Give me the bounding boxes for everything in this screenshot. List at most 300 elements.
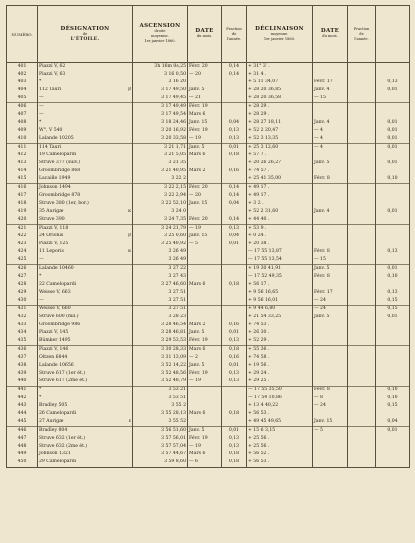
star-letter: β bbox=[128, 233, 131, 239]
cell-fraction-declinaison bbox=[348, 451, 376, 459]
cell-fraction-extra bbox=[376, 354, 410, 362]
cell-ascension: 3 52 48,79 bbox=[133, 378, 188, 386]
cell-declinaison: + 9 44 6,80 bbox=[247, 305, 313, 313]
cell-fraction-declinaison bbox=[348, 175, 376, 183]
cell-fraction-ascension bbox=[222, 79, 247, 87]
cell-designation bbox=[38, 370, 133, 378]
cell-numero: 405 bbox=[7, 95, 38, 103]
cell-designation bbox=[38, 63, 133, 71]
star-name: 11 Leporis bbox=[39, 249, 64, 255]
cell-designation bbox=[38, 208, 133, 216]
cell-fraction-declinaison bbox=[348, 233, 376, 241]
cell-date-ascension: Févr. 19 bbox=[188, 435, 222, 443]
cell-declinaison: + 53 9 . bbox=[247, 224, 313, 232]
cell-fraction-extra: 0,15 bbox=[376, 402, 410, 410]
cell-declinaison: + 49 17 . bbox=[247, 192, 313, 200]
cell-fraction-declinaison bbox=[348, 192, 376, 200]
header-numero: NUMÉRO. bbox=[7, 6, 38, 63]
cell-date-declinaison bbox=[313, 370, 348, 378]
table-row bbox=[7, 289, 410, 297]
cell-date-declinaison: Févr. 17 bbox=[313, 289, 348, 297]
cell-fraction-declinaison bbox=[348, 135, 376, 143]
star-name: * bbox=[39, 273, 42, 279]
cell-date-ascension: Févr. 20 bbox=[188, 63, 222, 71]
cell-ascension: 3 27 51 bbox=[133, 297, 188, 305]
catalog-page bbox=[6, 5, 409, 538]
header-designation: DÉSIGNATION de L'ÉTOILE. bbox=[38, 6, 133, 63]
star-name: Struve 377 (suiv.) bbox=[39, 160, 81, 166]
cell-designation bbox=[38, 175, 133, 183]
cell-declinaison: + 20 26 26,27 bbox=[247, 160, 313, 168]
cell-ascension: 3 28 46,54 bbox=[133, 322, 188, 330]
cell-declinaison: + 25 56 . bbox=[247, 443, 313, 451]
cell-date-declinaison bbox=[313, 410, 348, 418]
cell-fraction-declinaison bbox=[348, 443, 376, 451]
cell-date-declinaison: — 24 bbox=[313, 305, 348, 313]
cell-fraction-declinaison bbox=[348, 200, 376, 208]
cell-fraction-declinaison bbox=[348, 119, 376, 127]
cell-fraction-extra: 0,04 bbox=[376, 418, 410, 426]
cell-date-ascension: Mars 6 bbox=[188, 111, 222, 119]
cell-designation bbox=[38, 216, 133, 224]
cell-date-ascension bbox=[188, 160, 222, 168]
header-extra bbox=[376, 6, 410, 63]
cell-ascension: 3 21 40,95 bbox=[133, 168, 188, 176]
star-name: Struve 632 (2me ét.) bbox=[39, 443, 88, 449]
cell-declinaison: + 52 3 13,35 bbox=[247, 135, 313, 143]
star-catalog-table bbox=[6, 5, 410, 468]
cell-date-ascension: Janv. 5 bbox=[188, 427, 222, 435]
cell-declinaison: + 9 56 16,65 bbox=[247, 289, 313, 297]
cell-ascension: 3 24 7,35 bbox=[133, 216, 188, 224]
cell-date-declinaison bbox=[313, 362, 348, 370]
cell-designation bbox=[38, 386, 133, 394]
cell-designation bbox=[38, 184, 133, 192]
cell-numero: 407 bbox=[7, 111, 38, 119]
table-row bbox=[7, 95, 410, 103]
star-name: Struve 390 bbox=[39, 216, 65, 222]
cell-declinaison: + 28 29 . bbox=[247, 111, 313, 119]
cell-fraction-ascension bbox=[222, 95, 247, 103]
cell-fraction-extra bbox=[376, 233, 410, 241]
cell-date-declinaison: Janv. 5 bbox=[313, 160, 348, 168]
cell-ascension: 3 59 8,60 bbox=[133, 459, 188, 467]
cell-date-ascension: Janv. 5 bbox=[188, 362, 222, 370]
cell-fraction-ascension: 0,18 bbox=[222, 459, 247, 467]
cell-designation bbox=[38, 459, 133, 467]
cell-date-ascension bbox=[188, 314, 222, 322]
cell-ascension: 3 21 5,05 bbox=[133, 152, 188, 160]
star-name: Groombridge 986 bbox=[39, 322, 81, 328]
table-row bbox=[7, 329, 410, 337]
cell-fraction-extra: 0,13 bbox=[376, 248, 410, 256]
cell-fraction-ascension: 0,16 bbox=[222, 354, 247, 362]
cell-fraction-ascension: 0,16 bbox=[222, 322, 247, 330]
cell-designation bbox=[38, 224, 133, 232]
cell-fraction-declinaison bbox=[348, 71, 376, 79]
star-name: 24 Orionis bbox=[39, 233, 64, 239]
cell-fraction-ascension: 0,13 bbox=[222, 370, 247, 378]
cell-ascension: 3 55 2 bbox=[133, 402, 188, 410]
cell-ascension: 3 28 23 bbox=[133, 314, 188, 322]
cell-date-ascension bbox=[188, 265, 222, 273]
cell-fraction-declinaison bbox=[348, 370, 376, 378]
cell-fraction-ascension: 0,04 bbox=[222, 200, 247, 208]
cell-declinaison: + 74 57 . bbox=[247, 168, 313, 176]
cell-ascension: 3 24 21,79 bbox=[133, 224, 188, 232]
cell-ascension: 3 57 56,01 bbox=[133, 435, 188, 443]
cell-declinaison: + 52 2 31,60 bbox=[247, 208, 313, 216]
cell-fraction-declinaison bbox=[348, 95, 376, 103]
table-row bbox=[7, 63, 410, 71]
header-date2: DATE du mois. bbox=[313, 6, 348, 63]
cell-date-declinaison bbox=[313, 443, 348, 451]
table-row bbox=[7, 216, 410, 224]
cell-fraction-extra: 0,01 bbox=[376, 143, 410, 151]
cell-fraction-ascension bbox=[222, 289, 247, 297]
cell-date-ascension: Févr. 19 bbox=[188, 337, 222, 345]
cell-declinaison: + 56 17 . bbox=[247, 281, 313, 289]
cell-fraction-ascension bbox=[222, 103, 247, 111]
cell-declinaison: + 3 2 . bbox=[247, 200, 313, 208]
cell-ascension: 3 57 44,67 bbox=[133, 451, 188, 459]
table-row bbox=[7, 410, 410, 418]
cell-numero: 440 bbox=[7, 378, 38, 386]
cell-fraction-declinaison bbox=[348, 395, 376, 403]
cell-date-ascension bbox=[188, 297, 222, 305]
cell-date-ascension bbox=[188, 256, 222, 264]
cell-numero: 419 bbox=[7, 208, 38, 216]
cell-fraction-extra bbox=[376, 71, 410, 79]
cell-fraction-declinaison bbox=[348, 248, 376, 256]
table-row bbox=[7, 127, 410, 135]
header-ascension: ASCENSION droite moyenne. 1er janvier 1860. bbox=[133, 6, 188, 63]
cell-designation bbox=[38, 443, 133, 451]
cell-date-ascension bbox=[188, 208, 222, 216]
cell-date-ascension: Mars 6 bbox=[188, 152, 222, 160]
cell-fraction-ascension: 0,14 bbox=[222, 71, 247, 79]
cell-fraction-extra: 0,10 bbox=[376, 175, 410, 183]
cell-declinaison: + 56 53 . bbox=[247, 459, 313, 467]
table-row bbox=[7, 395, 410, 403]
cell-ascension: 3 20 33,58 bbox=[133, 135, 188, 143]
cell-fraction-ascension: 0,14 bbox=[222, 216, 247, 224]
cell-designation bbox=[38, 256, 133, 264]
star-name: — bbox=[39, 112, 44, 118]
cell-declinaison: — 17 54 10,86 bbox=[247, 395, 313, 403]
cell-fraction-extra bbox=[376, 346, 410, 354]
star-name: Johnson 1494 bbox=[39, 185, 71, 191]
star-name: 112 Tauri bbox=[39, 87, 62, 93]
cell-numero: 444 bbox=[7, 410, 38, 418]
cell-declinaison: + 0 24 . bbox=[247, 233, 313, 241]
cell-ascension: 3 21 35 bbox=[133, 160, 188, 168]
cell-designation bbox=[38, 135, 133, 143]
cell-fraction-extra bbox=[376, 451, 410, 459]
cell-numero: 404 bbox=[7, 87, 38, 95]
cell-date-declinaison: — 24 bbox=[313, 402, 348, 410]
table-row bbox=[7, 435, 410, 443]
cell-fraction-declinaison bbox=[348, 418, 376, 426]
cell-fraction-ascension bbox=[222, 111, 247, 119]
cell-fraction-declinaison bbox=[348, 427, 376, 435]
cell-date-declinaison: — 4 bbox=[313, 135, 348, 143]
cell-ascension: 3 53 21 bbox=[133, 386, 188, 394]
cell-date-declinaison bbox=[313, 435, 348, 443]
cell-fraction-declinaison bbox=[348, 410, 376, 418]
cell-numero: 426 bbox=[7, 265, 38, 273]
cell-fraction-extra: 0,01 bbox=[376, 87, 410, 95]
cell-ascension: 3 55 28,13 bbox=[133, 410, 188, 418]
cell-date-declinaison bbox=[313, 71, 348, 79]
table-row bbox=[7, 208, 410, 216]
cell-fraction-ascension: 0,16 bbox=[222, 168, 247, 176]
cell-fraction-declinaison bbox=[348, 273, 376, 281]
table-row bbox=[7, 79, 410, 87]
cell-fraction-declinaison bbox=[348, 152, 376, 160]
cell-date-declinaison bbox=[313, 168, 348, 176]
cell-date-ascension: — 20 bbox=[188, 192, 222, 200]
cell-ascension: 3 16 20 bbox=[133, 79, 188, 87]
cell-fraction-declinaison bbox=[348, 297, 376, 305]
cell-fraction-declinaison bbox=[348, 346, 376, 354]
cell-date-ascension: Mars 2 bbox=[188, 168, 222, 176]
cell-fraction-extra bbox=[376, 378, 410, 386]
cell-designation bbox=[38, 329, 133, 337]
table-row bbox=[7, 354, 410, 362]
cell-fraction-declinaison bbox=[348, 354, 376, 362]
cell-date-ascension bbox=[188, 79, 222, 87]
cell-fraction-extra bbox=[376, 184, 410, 192]
star-name: Struve 380 (1er, bor.) bbox=[39, 200, 89, 206]
star-name: Piazzi V, 118 bbox=[39, 225, 69, 231]
cell-declinaison: — 17 55 13,54 bbox=[247, 256, 313, 264]
star-name: Lalande 10460 bbox=[39, 265, 74, 271]
table-row bbox=[7, 143, 410, 151]
header-fraction1: Fraction de l'année. bbox=[222, 6, 247, 63]
cell-fraction-declinaison bbox=[348, 224, 376, 232]
cell-fraction-ascension: 0,04 bbox=[222, 233, 247, 241]
cell-date-ascension: Févr. 19 bbox=[188, 370, 222, 378]
cell-fraction-extra bbox=[376, 410, 410, 418]
cell-ascension: 3 52 14,22 bbox=[133, 362, 188, 370]
cell-fraction-declinaison bbox=[348, 103, 376, 111]
cell-fraction-ascension bbox=[222, 265, 247, 273]
cell-designation bbox=[38, 200, 133, 208]
cell-fraction-ascension bbox=[222, 87, 247, 95]
cell-numero: 445 bbox=[7, 418, 38, 426]
cell-fraction-ascension: 0,13 bbox=[222, 127, 247, 135]
cell-date-declinaison bbox=[313, 184, 348, 192]
cell-declinaison: + 21 54 33,25 bbox=[247, 314, 313, 322]
cell-fraction-ascension: 0,01 bbox=[222, 427, 247, 435]
cell-date-declinaison: Janv. 4 bbox=[313, 208, 348, 216]
cell-designation bbox=[38, 248, 133, 256]
cell-designation bbox=[38, 95, 133, 103]
cell-ascension: 3 26 49 bbox=[133, 248, 188, 256]
star-letter: β bbox=[128, 87, 131, 93]
cell-date-declinaison bbox=[313, 63, 348, 71]
table-row bbox=[7, 459, 410, 467]
cell-declinaison: + 5 11 34,07 bbox=[247, 79, 313, 87]
cell-ascension: 3 25 0,60 bbox=[133, 233, 188, 241]
cell-fraction-ascension bbox=[222, 273, 247, 281]
cell-date-ascension bbox=[188, 395, 222, 403]
cell-declinaison: + 56 53 . bbox=[247, 410, 313, 418]
star-name: — bbox=[39, 257, 44, 263]
cell-designation bbox=[38, 297, 133, 305]
cell-declinaison: + 26 30 . bbox=[247, 329, 313, 337]
cell-date-declinaison: Févr. 8 bbox=[313, 175, 348, 183]
cell-fraction-ascension bbox=[222, 208, 247, 216]
cell-date-declinaison bbox=[313, 192, 348, 200]
table-row bbox=[7, 362, 410, 370]
cell-numero: 434 bbox=[7, 329, 38, 337]
table-row bbox=[7, 192, 410, 200]
cell-date-ascension: Janv. 5 bbox=[188, 143, 222, 151]
table-row bbox=[7, 256, 410, 264]
cell-fraction-ascension: 0,18 bbox=[222, 281, 247, 289]
cell-fraction-declinaison bbox=[348, 386, 376, 394]
cell-designation bbox=[38, 111, 133, 119]
cell-fraction-extra: 0,13 bbox=[376, 289, 410, 297]
cell-numero: 403 bbox=[7, 79, 38, 87]
cell-declinaison: + 25 3 12,60 bbox=[247, 143, 313, 151]
cell-date-ascension: Janv. 5 bbox=[188, 87, 222, 95]
cell-designation bbox=[38, 273, 133, 281]
cell-declinaison: + 28 27 18,11 bbox=[247, 119, 313, 127]
table-row bbox=[7, 370, 410, 378]
cell-ascension: 3 24 0 bbox=[133, 208, 188, 216]
cell-fraction-ascension: 0,14 bbox=[222, 184, 247, 192]
cell-ascension: 3 22 2 bbox=[133, 175, 188, 183]
cell-ascension: 3 25 40,92 bbox=[133, 241, 188, 249]
star-name: Bradley 505 bbox=[39, 403, 68, 409]
cell-designation bbox=[38, 265, 133, 273]
cell-fraction-extra bbox=[376, 370, 410, 378]
cell-numero: 449 bbox=[7, 451, 38, 459]
cell-date-ascension: Févr. 19 bbox=[188, 127, 222, 135]
cell-date-declinaison bbox=[313, 103, 348, 111]
cell-ascension: 3 30 28,33 bbox=[133, 346, 188, 354]
cell-ascension: 3 17 49,45 bbox=[133, 95, 188, 103]
cell-ascension: 3 17 49,50 bbox=[133, 87, 188, 95]
cell-fraction-extra: 0,01 bbox=[376, 265, 410, 273]
table-row bbox=[7, 402, 410, 410]
cell-fraction-declinaison bbox=[348, 87, 376, 95]
cell-numero: 409 bbox=[7, 127, 38, 135]
cell-numero: 428 bbox=[7, 281, 38, 289]
cell-ascension: 3 27 51 bbox=[133, 305, 188, 313]
header-row bbox=[7, 6, 410, 63]
cell-ascension: 3 57 57,04 bbox=[133, 443, 188, 451]
cell-date-declinaison: — 4 bbox=[313, 127, 348, 135]
cell-date-ascension: Févr. 20 bbox=[188, 216, 222, 224]
cell-declinaison: + 9 56 16,01 bbox=[247, 297, 313, 305]
cell-date-ascension: Janv. 15 bbox=[188, 200, 222, 208]
table-row bbox=[7, 160, 410, 168]
cell-declinaison: + 29 25 . bbox=[247, 378, 313, 386]
cell-designation bbox=[38, 410, 133, 418]
cell-ascension: 3 28 46,81 bbox=[133, 329, 188, 337]
cell-fraction-ascension: 0,18 bbox=[222, 410, 247, 418]
cell-fraction-ascension bbox=[222, 175, 247, 183]
star-name: Piazzi V, 62 bbox=[39, 63, 66, 69]
star-name: Struve 600 (mil.) bbox=[39, 314, 79, 320]
cell-date-ascension: — 20 bbox=[188, 71, 222, 79]
cell-numero: 443 bbox=[7, 402, 38, 410]
cell-designation bbox=[38, 402, 133, 410]
table-row bbox=[7, 200, 410, 208]
cell-date-declinaison bbox=[313, 378, 348, 386]
table-row bbox=[7, 273, 410, 281]
cell-declinaison: — 17 55 13,87 bbox=[247, 248, 313, 256]
star-letter: α bbox=[127, 249, 131, 255]
cell-date-declinaison: Janv. 5 bbox=[313, 314, 348, 322]
cell-designation bbox=[38, 346, 133, 354]
cell-fraction-extra bbox=[376, 111, 410, 119]
cell-fraction-extra: 0,13 bbox=[376, 79, 410, 87]
cell-date-ascension bbox=[188, 402, 222, 410]
cell-fraction-declinaison bbox=[348, 63, 376, 71]
cell-designation bbox=[38, 322, 133, 330]
cell-fraction-ascension: 0,13 bbox=[222, 435, 247, 443]
cell-numero: 401 bbox=[7, 63, 38, 71]
cell-numero: 430 bbox=[7, 297, 38, 305]
table-row bbox=[7, 305, 410, 313]
cell-ascension: 3 27 51 bbox=[133, 289, 188, 297]
star-name: * bbox=[39, 395, 42, 401]
cell-numero: 446 bbox=[7, 427, 38, 435]
cell-date-ascension: Janv. 5 bbox=[188, 329, 222, 337]
cell-numero: 413 bbox=[7, 160, 38, 168]
star-name: Lacaille 1949 bbox=[39, 176, 71, 182]
cell-fraction-ascension: 0,18 bbox=[222, 346, 247, 354]
cell-numero: 406 bbox=[7, 103, 38, 111]
table-row bbox=[7, 265, 410, 273]
cell-fraction-extra bbox=[376, 459, 410, 467]
cell-fraction-ascension: 0,18 bbox=[222, 451, 247, 459]
star-name: 29 Camelopardi bbox=[39, 459, 77, 465]
cell-fraction-declinaison bbox=[348, 378, 376, 386]
cell-date-declinaison: — 24 bbox=[313, 297, 348, 305]
cell-fraction-extra: 0,01 bbox=[376, 208, 410, 216]
cell-ascension: 3 16 0,50 bbox=[133, 71, 188, 79]
cell-declinaison: + 74 58 . bbox=[247, 354, 313, 362]
cell-fraction-declinaison bbox=[348, 256, 376, 264]
cell-designation bbox=[38, 305, 133, 313]
cell-fraction-extra bbox=[376, 63, 410, 71]
cell-fraction-extra bbox=[376, 95, 410, 103]
cell-fraction-ascension: 0,01 bbox=[222, 329, 247, 337]
table-row bbox=[7, 184, 410, 192]
star-name: 35 Aurigæ bbox=[39, 208, 64, 214]
star-name: Weisse V, 663 bbox=[39, 289, 71, 295]
cell-date-ascension: — 21 bbox=[188, 95, 222, 103]
table-row bbox=[7, 135, 410, 143]
cell-date-declinaison: — 15 bbox=[313, 95, 348, 103]
cell-fraction-extra bbox=[376, 192, 410, 200]
table-row bbox=[7, 71, 410, 79]
cell-designation bbox=[38, 337, 133, 345]
table-row bbox=[7, 386, 410, 394]
cell-date-declinaison bbox=[313, 233, 348, 241]
cell-numero: 424 bbox=[7, 248, 38, 256]
cell-fraction-ascension bbox=[222, 386, 247, 394]
table-row bbox=[7, 314, 410, 322]
cell-fraction-declinaison bbox=[348, 160, 376, 168]
cell-fraction-extra: 0,10 bbox=[376, 273, 410, 281]
